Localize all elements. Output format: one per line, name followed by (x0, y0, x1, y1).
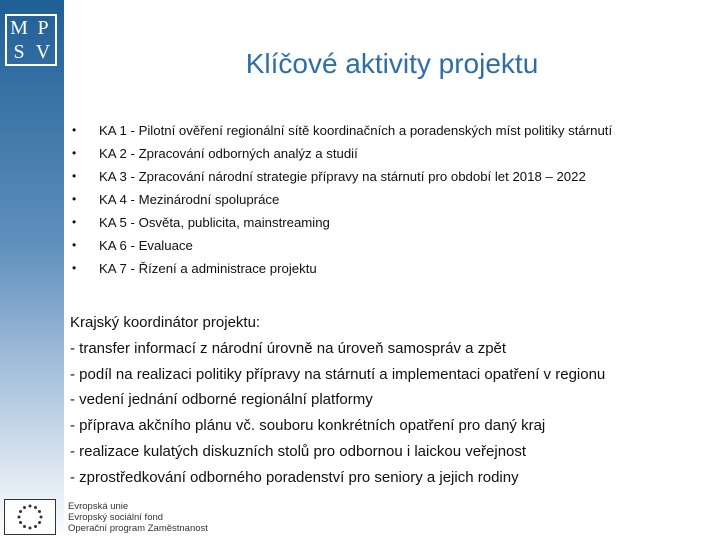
activity-code: KA 6 - (99, 238, 135, 253)
activity-text: Evaluace (134, 238, 193, 253)
list-item (72, 257, 612, 280)
coordinator-heading: Krajský koordinátor projektu: (70, 314, 261, 331)
activity-text: Mezinárodní spolupráce (134, 192, 280, 207)
coordinator-line: - podíl na realizaci politiky přípravy na stárnutí a implementaci opatření v regionu (70, 365, 606, 383)
coordinator-line: - vedení jednání odborné regionální platformy (70, 391, 373, 409)
activity-text: Osvěta, publicita, mainstreaming (134, 215, 330, 230)
eu-line: Evropský sociální fond (68, 512, 164, 523)
logo-letter: V (35, 41, 51, 63)
activity-text: Řízení a administrace projektu (134, 261, 317, 276)
list-item (72, 119, 612, 142)
activity-code: KA 5 - (99, 215, 135, 230)
eu-text (68, 501, 208, 534)
eu-footer (0, 495, 230, 540)
list-item (72, 142, 612, 165)
activity-code: KA 1 - (99, 123, 135, 138)
coordinator-line: - zprostředkování odborného poradenství pro seniory a jejich rodiny (70, 468, 519, 486)
logo-letter: M (10, 17, 28, 39)
activity-code: KA 3 - (99, 169, 135, 184)
eu-stars-icon (5, 500, 55, 534)
activity-code: KA 4 - (99, 192, 135, 207)
activity-code: KA 2 - (99, 146, 135, 161)
activity-text: Zpracování národní strategie přípravy na stárnutí pro období let 2018 – 2022 (134, 169, 586, 184)
eu-flag-icon (4, 499, 56, 535)
activities-list (72, 119, 612, 280)
page-title: Klíčové aktivity projektu (245, 48, 539, 79)
list-item (72, 188, 612, 211)
eu-line: Operační program Zaměstnanost (68, 523, 208, 534)
activity-code: KA 7 - (99, 261, 135, 276)
activity-text: Zpracování odborných analýz a studií (134, 146, 358, 161)
coordinator-line: - příprava akčního plánu vč. souboru konkrétních opatření pro daný kraj (70, 417, 546, 435)
coordinator-line: - transfer informací z národní úrovně na úroveň samospráv a zpět (70, 339, 507, 357)
logo-letter: P (37, 17, 49, 39)
mpsv-logo (5, 14, 57, 66)
activity-text: Pilotní ověření regionální sítě koordinačních a poradenských míst politiky stárnutí (134, 123, 613, 138)
logo-letter: S (13, 41, 25, 63)
coordinator-section (70, 310, 605, 491)
list-item (72, 165, 612, 188)
list-item (72, 211, 612, 234)
eu-line: Evropská unie (68, 501, 129, 512)
coordinator-line: - realizace kulatých diskuzních stolů pro odbornou i laickou veřejnost (70, 442, 527, 460)
list-item (72, 234, 612, 257)
sidebar-band (0, 0, 64, 540)
